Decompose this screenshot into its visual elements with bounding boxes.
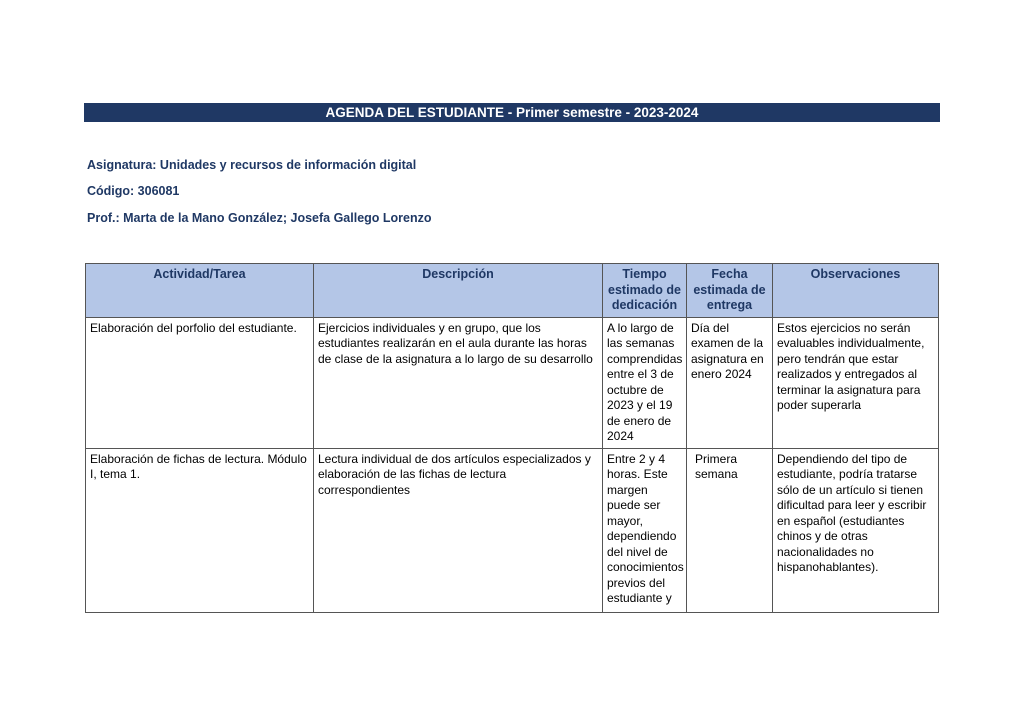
cell-descripcion: Ejercicios individuales y en grupo, que los estudiantes realizarán en el aula durante las horas de clase de la asignatura a lo largo de su desarrollo <box>314 317 603 448</box>
header-tiempo: Tiempo estimado de dedicación <box>603 264 687 318</box>
cell-actividad: Elaboración de fichas de lectura. Módulo I, tema 1. <box>86 448 314 612</box>
document-title: AGENDA DEL ESTUDIANTE - Primer semestre - 2023-2024 <box>84 103 940 122</box>
header-observaciones: Observaciones <box>773 264 939 318</box>
header-actividad: Actividad/Tarea <box>86 264 314 318</box>
table-row <box>86 448 939 612</box>
cell-tiempo: Entre 2 y 4 horas. Este margen puede ser mayor, dependiendo del nivel de conocimientos previos del estudiante y <box>603 448 687 612</box>
cell-fecha: Primera semana <box>687 448 773 612</box>
professors-line: Prof.: Marta de la Mano González; Josefa Gallego Lorenzo <box>87 211 432 225</box>
agenda-table <box>85 263 939 613</box>
table-header-row <box>86 264 939 318</box>
cell-fecha: Día del examen de la asignatura en enero 2024 <box>687 317 773 448</box>
subject-line: Asignatura: Unidades y recursos de información digital <box>87 158 417 172</box>
cell-observaciones: Estos ejercicios no serán evaluables individualmente, pero tendrán que estar realizados y entregados al terminar la asignatura para poder superarla <box>773 317 939 448</box>
header-descripcion: Descripción <box>314 264 603 318</box>
cell-observaciones: Dependiendo del tipo de estudiante, podría tratarse sólo de un artículo si tienen dificultad para leer y escribir en español (estudiantes chinos y de otras nacionalidades no hispanohablantes). <box>773 448 939 612</box>
table-row <box>86 317 939 448</box>
header-fecha: Fecha estimada de entrega <box>687 264 773 318</box>
cell-tiempo: A lo largo de las semanas comprendidas entre el 3 de octubre de 2023 y el 19 de enero de 2024 <box>603 317 687 448</box>
cell-descripcion: Lectura individual de dos artículos especializados y elaboración de las fichas de lectura correspondientes <box>314 448 603 612</box>
cell-actividad: Elaboración del porfolio del estudiante. <box>86 317 314 448</box>
code-line: Código: 306081 <box>87 184 180 198</box>
